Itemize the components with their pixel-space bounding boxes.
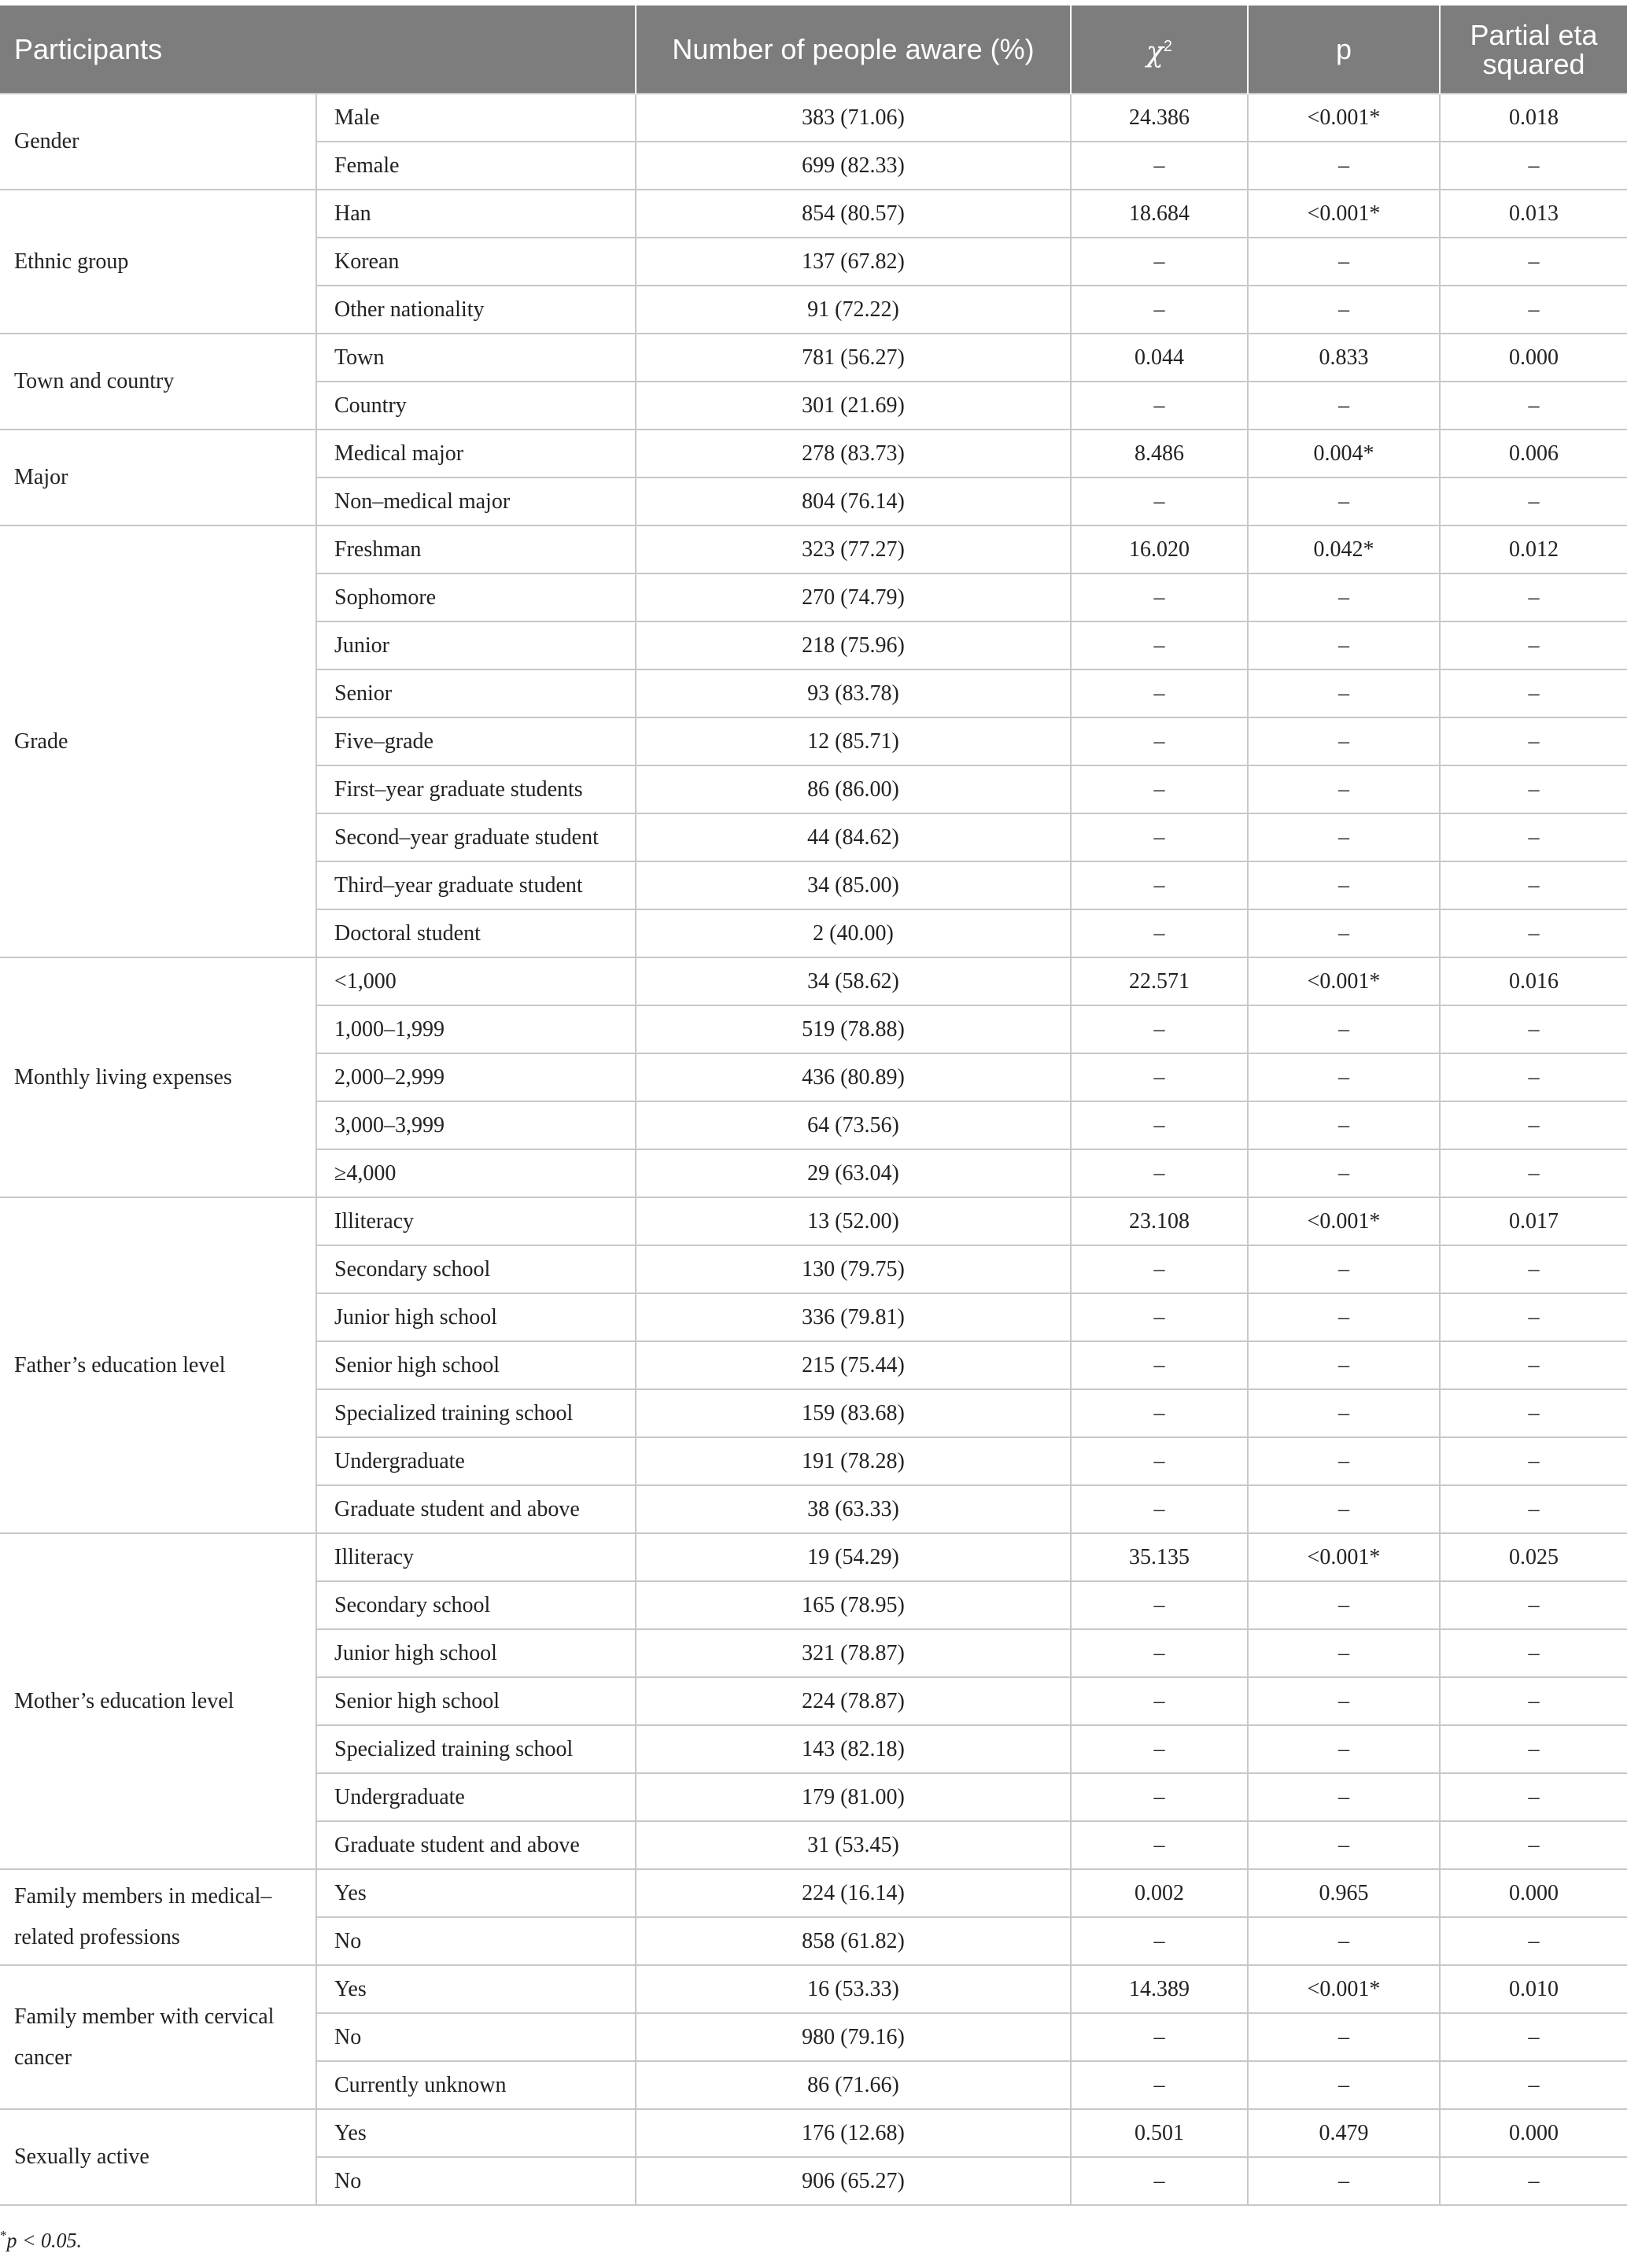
subgroup-cell: Yes bbox=[316, 1965, 636, 2013]
footnote-text: p < 0.05. bbox=[6, 2229, 83, 2252]
p-value-cell: – bbox=[1248, 813, 1440, 861]
p-value-cell: 0.833 bbox=[1248, 334, 1440, 382]
eta-cell: 0.012 bbox=[1440, 526, 1627, 573]
group-label-cell: Father’s education level bbox=[0, 1197, 316, 1533]
p-value-cell: – bbox=[1248, 2157, 1440, 2205]
header-chi-square bbox=[1071, 6, 1248, 94]
table-row bbox=[0, 334, 1627, 382]
chi-square-cell: – bbox=[1071, 1677, 1248, 1725]
aware-count-cell: 858 (61.82) bbox=[636, 1917, 1071, 1965]
eta-cell: – bbox=[1440, 286, 1627, 334]
aware-count-cell: 519 (78.88) bbox=[636, 1005, 1071, 1053]
p-value-cell: – bbox=[1248, 717, 1440, 765]
eta-cell: – bbox=[1440, 1677, 1627, 1725]
chi-square-cell: – bbox=[1071, 1821, 1248, 1869]
p-value-cell: – bbox=[1248, 238, 1440, 286]
chi-square-cell: – bbox=[1071, 573, 1248, 621]
eta-cell: – bbox=[1440, 2013, 1627, 2061]
p-value-cell: – bbox=[1248, 765, 1440, 813]
subgroup-cell: Junior high school bbox=[316, 1629, 636, 1677]
chi-square-cell: – bbox=[1071, 717, 1248, 765]
chi-square-cell: 24.386 bbox=[1071, 94, 1248, 142]
aware-count-cell: 804 (76.14) bbox=[636, 478, 1071, 526]
eta-cell: 0.006 bbox=[1440, 430, 1627, 478]
subgroup-cell: Graduate student and above bbox=[316, 1821, 636, 1869]
chi-square-cell: – bbox=[1071, 861, 1248, 909]
eta-cell: – bbox=[1440, 1581, 1627, 1629]
aware-count-cell: 16 (53.33) bbox=[636, 1965, 1071, 2013]
subgroup-cell: Undergraduate bbox=[316, 1773, 636, 1821]
chi-square-cell: – bbox=[1071, 669, 1248, 717]
aware-count-cell: 179 (81.00) bbox=[636, 1773, 1071, 1821]
aware-count-cell: 34 (85.00) bbox=[636, 861, 1071, 909]
subgroup-cell: Illiteracy bbox=[316, 1197, 636, 1245]
aware-count-cell: 2 (40.00) bbox=[636, 909, 1071, 957]
aware-count-cell: 86 (86.00) bbox=[636, 765, 1071, 813]
chi-square-cell: – bbox=[1071, 1917, 1248, 1965]
chi-square-cell: – bbox=[1071, 2157, 1248, 2205]
subgroup-cell: Medical major bbox=[316, 430, 636, 478]
chi-square-cell: 0.044 bbox=[1071, 334, 1248, 382]
chi-square-cell: – bbox=[1071, 478, 1248, 526]
p-value-cell: – bbox=[1248, 1005, 1440, 1053]
p-value-cell: – bbox=[1248, 1725, 1440, 1773]
p-value-cell: – bbox=[1248, 1389, 1440, 1437]
subgroup-cell: Han bbox=[316, 190, 636, 238]
aware-count-cell: 301 (21.69) bbox=[636, 382, 1071, 430]
p-value-cell: – bbox=[1248, 1773, 1440, 1821]
group-label-cell: Gender bbox=[0, 94, 316, 190]
subgroup-cell: Third–year graduate student bbox=[316, 861, 636, 909]
chi-square-cell: 8.486 bbox=[1071, 430, 1248, 478]
eta-cell: – bbox=[1440, 1005, 1627, 1053]
aware-count-cell: 44 (84.62) bbox=[636, 813, 1071, 861]
subgroup-cell: Yes bbox=[316, 1869, 636, 1917]
p-value-cell: <0.001* bbox=[1248, 94, 1440, 142]
chi-symbol: χ bbox=[1146, 35, 1164, 68]
aware-count-cell: 336 (79.81) bbox=[636, 1293, 1071, 1341]
aware-count-cell: 165 (78.95) bbox=[636, 1581, 1071, 1629]
p-value-cell: – bbox=[1248, 861, 1440, 909]
subgroup-cell: Yes bbox=[316, 2109, 636, 2157]
aware-count-cell: 224 (78.87) bbox=[636, 1677, 1071, 1725]
chi-square-cell: 18.684 bbox=[1071, 190, 1248, 238]
chi-square-cell: – bbox=[1071, 1293, 1248, 1341]
chi-square-cell: – bbox=[1071, 1629, 1248, 1677]
chi-square-cell: – bbox=[1071, 2061, 1248, 2109]
subgroup-cell: No bbox=[316, 2013, 636, 2061]
chi-square-cell: – bbox=[1071, 142, 1248, 190]
group-label-cell: Monthly living expenses bbox=[0, 957, 316, 1197]
chi-square-cell: – bbox=[1071, 382, 1248, 430]
chi-square-cell: – bbox=[1071, 1341, 1248, 1389]
aware-count-cell: 218 (75.96) bbox=[636, 621, 1071, 669]
aware-count-cell: 137 (67.82) bbox=[636, 238, 1071, 286]
eta-cell: 0.017 bbox=[1440, 1197, 1627, 1245]
chi-square-cell: 14.389 bbox=[1071, 1965, 1248, 2013]
table-row bbox=[0, 430, 1627, 478]
chi-square-cell: – bbox=[1071, 1053, 1248, 1101]
eta-cell: 0.018 bbox=[1440, 94, 1627, 142]
table-row bbox=[0, 1965, 1627, 2013]
group-label-cell: Town and country bbox=[0, 334, 316, 430]
subgroup-cell: Female bbox=[316, 142, 636, 190]
p-value-cell: <0.001* bbox=[1248, 957, 1440, 1005]
group-label-cell: Family member with cervical cancer bbox=[0, 1965, 316, 2109]
eta-cell: – bbox=[1440, 238, 1627, 286]
subgroup-cell: Male bbox=[316, 94, 636, 142]
subgroup-cell: Second–year graduate student bbox=[316, 813, 636, 861]
aware-count-cell: 143 (82.18) bbox=[636, 1725, 1071, 1773]
aware-count-cell: 383 (71.06) bbox=[636, 94, 1071, 142]
chi-square-cell: – bbox=[1071, 813, 1248, 861]
p-value-cell: 0.004* bbox=[1248, 430, 1440, 478]
p-value-cell: – bbox=[1248, 1821, 1440, 1869]
eta-cell: – bbox=[1440, 1821, 1627, 1869]
aware-count-cell: 980 (79.16) bbox=[636, 2013, 1071, 2061]
p-value-cell: – bbox=[1248, 909, 1440, 957]
footnote-marker: * bbox=[0, 2228, 7, 2243]
p-value-cell: – bbox=[1248, 1437, 1440, 1485]
group-label-cell: Ethnic group bbox=[0, 190, 316, 334]
chi-square-cell: 16.020 bbox=[1071, 526, 1248, 573]
subgroup-cell: Undergraduate bbox=[316, 1437, 636, 1485]
table-row bbox=[0, 1197, 1627, 1245]
eta-cell: – bbox=[1440, 478, 1627, 526]
eta-cell: – bbox=[1440, 1053, 1627, 1101]
p-value-cell: – bbox=[1248, 1677, 1440, 1725]
eta-cell: 0.016 bbox=[1440, 957, 1627, 1005]
aware-count-cell: 906 (65.27) bbox=[636, 2157, 1071, 2205]
subgroup-cell: 3,000–3,999 bbox=[316, 1101, 636, 1149]
aware-count-cell: 215 (75.44) bbox=[636, 1341, 1071, 1389]
table-row bbox=[0, 526, 1627, 573]
aware-count-cell: 64 (73.56) bbox=[636, 1101, 1071, 1149]
aware-count-cell: 130 (79.75) bbox=[636, 1245, 1071, 1293]
subgroup-cell: Five–grade bbox=[316, 717, 636, 765]
p-value-cell: – bbox=[1248, 382, 1440, 430]
header-row bbox=[0, 6, 1627, 94]
subgroup-cell: Doctoral student bbox=[316, 909, 636, 957]
subgroup-cell: Secondary school bbox=[316, 1581, 636, 1629]
chi-square-cell: – bbox=[1071, 765, 1248, 813]
subgroup-cell: Country bbox=[316, 382, 636, 430]
subgroup-cell: Currently unknown bbox=[316, 2061, 636, 2109]
aware-count-cell: 86 (71.66) bbox=[636, 2061, 1071, 2109]
eta-cell: – bbox=[1440, 1101, 1627, 1149]
chi-square-cell: – bbox=[1071, 1149, 1248, 1197]
table-body bbox=[0, 94, 1627, 2205]
eta-cell: – bbox=[1440, 1149, 1627, 1197]
subgroup-cell: <1,000 bbox=[316, 957, 636, 1005]
p-value-cell: <0.001* bbox=[1248, 1533, 1440, 1581]
eta-cell: 0.000 bbox=[1440, 2109, 1627, 2157]
aware-count-cell: 29 (63.04) bbox=[636, 1149, 1071, 1197]
aware-count-cell: 31 (53.45) bbox=[636, 1821, 1071, 1869]
chi-square-cell: 23.108 bbox=[1071, 1197, 1248, 1245]
p-value-cell: – bbox=[1248, 1293, 1440, 1341]
eta-cell: – bbox=[1440, 1485, 1627, 1533]
p-value-cell: – bbox=[1248, 669, 1440, 717]
p-value-cell: 0.965 bbox=[1248, 1869, 1440, 1917]
subgroup-cell: No bbox=[316, 1917, 636, 1965]
p-value-cell: – bbox=[1248, 2013, 1440, 2061]
subgroup-cell: Junior high school bbox=[316, 1293, 636, 1341]
header-partial-eta: Partial eta squared bbox=[1440, 6, 1627, 94]
eta-cell: – bbox=[1440, 1293, 1627, 1341]
eta-cell: – bbox=[1440, 765, 1627, 813]
eta-cell: 0.010 bbox=[1440, 1965, 1627, 2013]
subgroup-cell: Sophomore bbox=[316, 573, 636, 621]
p-value-cell: 0.042* bbox=[1248, 526, 1440, 573]
eta-cell: – bbox=[1440, 1773, 1627, 1821]
table-row bbox=[0, 1533, 1627, 1581]
p-value-cell: – bbox=[1248, 1629, 1440, 1677]
chi-square-cell: – bbox=[1071, 1485, 1248, 1533]
group-label-cell: Mother’s education level bbox=[0, 1533, 316, 1869]
subgroup-cell: Junior bbox=[316, 621, 636, 669]
results-table bbox=[0, 6, 1627, 2206]
table-row bbox=[0, 190, 1627, 238]
aware-count-cell: 12 (85.71) bbox=[636, 717, 1071, 765]
chi-square-cell: – bbox=[1071, 238, 1248, 286]
eta-cell: – bbox=[1440, 2061, 1627, 2109]
eta-cell: 0.000 bbox=[1440, 1869, 1627, 1917]
p-value-cell: 0.479 bbox=[1248, 2109, 1440, 2157]
p-value-cell: – bbox=[1248, 1245, 1440, 1293]
eta-cell: 0.025 bbox=[1440, 1533, 1627, 1581]
subgroup-cell: Korean bbox=[316, 238, 636, 286]
eta-cell: – bbox=[1440, 1389, 1627, 1437]
aware-count-cell: 854 (80.57) bbox=[636, 190, 1071, 238]
p-value-cell: – bbox=[1248, 1341, 1440, 1389]
aware-count-cell: 278 (83.73) bbox=[636, 430, 1071, 478]
chi-square-cell: 35.135 bbox=[1071, 1533, 1248, 1581]
aware-count-cell: 159 (83.68) bbox=[636, 1389, 1071, 1437]
aware-count-cell: 270 (74.79) bbox=[636, 573, 1071, 621]
p-value-cell: – bbox=[1248, 286, 1440, 334]
p-value-cell: – bbox=[1248, 478, 1440, 526]
subgroup-cell: Specialized training school bbox=[316, 1389, 636, 1437]
p-value-cell: <0.001* bbox=[1248, 1965, 1440, 2013]
p-value-cell: <0.001* bbox=[1248, 1197, 1440, 1245]
p-value-cell: – bbox=[1248, 621, 1440, 669]
p-value-cell: – bbox=[1248, 573, 1440, 621]
chi-square-cell: – bbox=[1071, 1389, 1248, 1437]
eta-cell: – bbox=[1440, 2157, 1627, 2205]
subgroup-cell: Town bbox=[316, 334, 636, 382]
chi-square-cell: – bbox=[1071, 1725, 1248, 1773]
subgroup-cell: Graduate student and above bbox=[316, 1485, 636, 1533]
subgroup-cell: Other nationality bbox=[316, 286, 636, 334]
table-row bbox=[0, 957, 1627, 1005]
eta-cell: – bbox=[1440, 861, 1627, 909]
aware-count-cell: 436 (80.89) bbox=[636, 1053, 1071, 1101]
subgroup-cell: First–year graduate students bbox=[316, 765, 636, 813]
subgroup-cell: Senior bbox=[316, 669, 636, 717]
p-value-cell: <0.001* bbox=[1248, 190, 1440, 238]
eta-cell: 0.000 bbox=[1440, 334, 1627, 382]
subgroup-cell: Senior high school bbox=[316, 1677, 636, 1725]
table-row bbox=[0, 1869, 1627, 1917]
aware-count-cell: 224 (16.14) bbox=[636, 1869, 1071, 1917]
aware-count-cell: 13 (52.00) bbox=[636, 1197, 1071, 1245]
aware-count-cell: 323 (77.27) bbox=[636, 526, 1071, 573]
aware-count-cell: 93 (83.78) bbox=[636, 669, 1071, 717]
chi-square-cell: 22.571 bbox=[1071, 957, 1248, 1005]
group-label-cell: Family members in medical–related professions bbox=[0, 1869, 316, 1965]
aware-count-cell: 191 (78.28) bbox=[636, 1437, 1071, 1485]
eta-cell: – bbox=[1440, 717, 1627, 765]
eta-cell: – bbox=[1440, 1629, 1627, 1677]
eta-cell: – bbox=[1440, 1341, 1627, 1389]
chi-square-cell: – bbox=[1071, 621, 1248, 669]
subgroup-cell: Freshman bbox=[316, 526, 636, 573]
aware-count-cell: 91 (72.22) bbox=[636, 286, 1071, 334]
header-p: p bbox=[1248, 6, 1440, 94]
eta-cell: – bbox=[1440, 1917, 1627, 1965]
p-value-cell: – bbox=[1248, 1053, 1440, 1101]
subgroup-cell: Secondary school bbox=[316, 1245, 636, 1293]
subgroup-cell: 2,000–2,999 bbox=[316, 1053, 636, 1101]
eta-cell: – bbox=[1440, 573, 1627, 621]
aware-count-cell: 38 (63.33) bbox=[636, 1485, 1071, 1533]
eta-cell: – bbox=[1440, 621, 1627, 669]
chi-square-cell: – bbox=[1071, 1005, 1248, 1053]
subgroup-cell: Senior high school bbox=[316, 1341, 636, 1389]
p-value-cell: – bbox=[1248, 2061, 1440, 2109]
chi-square-cell: – bbox=[1071, 2013, 1248, 2061]
chi-square-cell: – bbox=[1071, 1773, 1248, 1821]
group-label-cell: Major bbox=[0, 430, 316, 526]
subgroup-cell: Illiteracy bbox=[316, 1533, 636, 1581]
subgroup-cell: 1,000–1,999 bbox=[316, 1005, 636, 1053]
eta-cell: – bbox=[1440, 909, 1627, 957]
p-value-cell: – bbox=[1248, 1485, 1440, 1533]
aware-count-cell: 699 (82.33) bbox=[636, 142, 1071, 190]
chi-square-cell: – bbox=[1071, 1245, 1248, 1293]
eta-cell: – bbox=[1440, 1725, 1627, 1773]
subgroup-cell: ≥4,000 bbox=[316, 1149, 636, 1197]
header-number-aware: Number of people aware (%) bbox=[636, 6, 1071, 94]
group-label-cell: Sexually active bbox=[0, 2109, 316, 2205]
chi-square-cell: – bbox=[1071, 1437, 1248, 1485]
p-value-cell: – bbox=[1248, 1581, 1440, 1629]
subgroup-cell: Non–medical major bbox=[316, 478, 636, 526]
chi-square-cell: – bbox=[1071, 1581, 1248, 1629]
group-label-cell: Grade bbox=[0, 526, 316, 957]
eta-cell: – bbox=[1440, 382, 1627, 430]
eta-cell: – bbox=[1440, 669, 1627, 717]
chi-square-cell: 0.501 bbox=[1071, 2109, 1248, 2157]
eta-cell: – bbox=[1440, 1245, 1627, 1293]
chi-square-cell: – bbox=[1071, 286, 1248, 334]
footnote bbox=[0, 2228, 82, 2253]
chi-square-cell: 0.002 bbox=[1071, 1869, 1248, 1917]
aware-count-cell: 176 (12.68) bbox=[636, 2109, 1071, 2157]
eta-cell: – bbox=[1440, 1437, 1627, 1485]
eta-cell: – bbox=[1440, 813, 1627, 861]
header-participants: Participants bbox=[0, 6, 636, 94]
p-value-cell: – bbox=[1248, 1917, 1440, 1965]
eta-cell: 0.013 bbox=[1440, 190, 1627, 238]
p-value-cell: – bbox=[1248, 1149, 1440, 1197]
eta-cell: – bbox=[1440, 142, 1627, 190]
subgroup-cell: No bbox=[316, 2157, 636, 2205]
aware-count-cell: 781 (56.27) bbox=[636, 334, 1071, 382]
table-row bbox=[0, 2109, 1627, 2157]
chi-square-cell: – bbox=[1071, 1101, 1248, 1149]
p-value-cell: – bbox=[1248, 142, 1440, 190]
aware-count-cell: 34 (58.62) bbox=[636, 957, 1071, 1005]
aware-count-cell: 19 (54.29) bbox=[636, 1533, 1071, 1581]
aware-count-cell: 321 (78.87) bbox=[636, 1629, 1071, 1677]
chi-square-cell: – bbox=[1071, 909, 1248, 957]
table-row bbox=[0, 94, 1627, 142]
chi-superscript: 2 bbox=[1163, 37, 1172, 55]
subgroup-cell: Specialized training school bbox=[316, 1725, 636, 1773]
p-value-cell: – bbox=[1248, 1101, 1440, 1149]
